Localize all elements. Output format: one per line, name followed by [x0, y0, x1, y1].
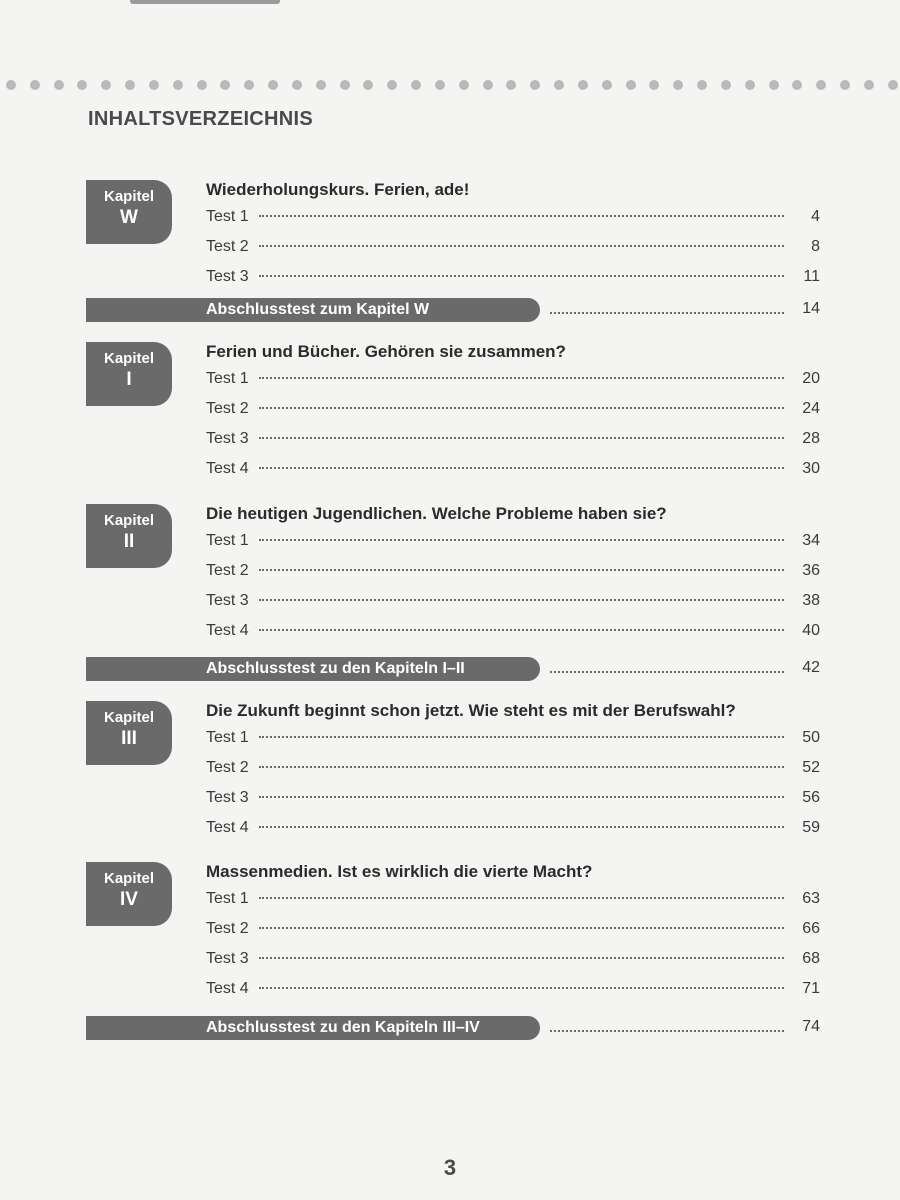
- divider-dot: [244, 80, 254, 90]
- toc-entry[interactable]: [206, 208, 820, 230]
- divider-dot: [602, 80, 612, 90]
- entry-label: Test 2: [206, 400, 249, 417]
- entry-page: 20: [802, 370, 820, 387]
- divider-dot: [292, 80, 302, 90]
- chapter-badge: [86, 701, 172, 765]
- badge-number: IV: [120, 889, 138, 910]
- chapter-title: Die heutigen Jugendlichen. Welche Probleme haben sie?: [206, 504, 667, 523]
- dot-leader: [259, 245, 784, 247]
- divider-dot: [530, 80, 540, 90]
- divider-dot: [435, 80, 445, 90]
- entry-page: 30: [802, 460, 820, 477]
- toc-entry[interactable]: [206, 819, 820, 841]
- toc-entry[interactable]: [206, 759, 820, 781]
- badge-label: Kapitel: [103, 188, 154, 205]
- entry-page: 59: [802, 819, 820, 836]
- chapter-badge: [86, 342, 172, 406]
- entry-label: Test 1: [206, 532, 249, 549]
- entry-label: Test 2: [206, 238, 249, 255]
- page-title: INHALTSVERZEICHNIS: [88, 108, 314, 130]
- final-test-bar: Abschlusstest zu den Kapiteln III–IV: [86, 1016, 540, 1040]
- entry-page: 4: [811, 208, 820, 225]
- dot-leader: [259, 766, 784, 768]
- dotted-divider: [6, 78, 898, 92]
- entry-label: Test 3: [206, 789, 249, 806]
- toc-entry[interactable]: [206, 268, 820, 290]
- dot-leader: [259, 987, 784, 989]
- divider-dot: [101, 80, 111, 90]
- divider-dot: [626, 80, 636, 90]
- entry-page: 63: [802, 890, 820, 907]
- toc-entry[interactable]: [206, 592, 820, 614]
- divider-dot: [149, 80, 159, 90]
- dot-leader: [259, 796, 784, 798]
- divider-dot: [316, 80, 326, 90]
- entry-page: 50: [802, 729, 820, 746]
- entry-page: 71: [802, 980, 820, 997]
- badge-number: I: [126, 369, 132, 390]
- badge-label: Kapitel: [103, 870, 154, 887]
- divider-dot: [506, 80, 516, 90]
- entry-label: Test 2: [206, 759, 249, 776]
- entry-label: Test 4: [206, 460, 249, 477]
- divider-dot: [387, 80, 397, 90]
- divider-dot: [649, 80, 659, 90]
- divider-dot: [220, 80, 230, 90]
- entry-page: 11: [803, 268, 820, 285]
- dot-leader: [259, 826, 784, 828]
- divider-dot: [578, 80, 588, 90]
- divider-dot: [30, 80, 40, 90]
- badge-number: II: [123, 531, 135, 552]
- chapter-badge: [86, 504, 172, 568]
- toc-entry[interactable]: [206, 950, 820, 972]
- toc-entry[interactable]: [206, 562, 820, 584]
- divider-dot: [411, 80, 421, 90]
- top-edge-line: [130, 0, 280, 4]
- divider-dot: [77, 80, 87, 90]
- toc-entry[interactable]: [206, 920, 820, 942]
- entry-page: 68: [802, 950, 820, 967]
- divider-dot: [173, 80, 183, 90]
- dot-leader: [550, 671, 784, 673]
- entry-label: Test 1: [206, 370, 249, 387]
- dot-leader: [550, 1030, 784, 1032]
- toc-entry[interactable]: [206, 430, 820, 452]
- chapter-title: Wiederholungskurs. Ferien, ade!: [206, 180, 470, 199]
- divider-dot: [816, 80, 826, 90]
- toc-entry[interactable]: [206, 238, 820, 260]
- entry-page: 40: [802, 622, 820, 639]
- dot-leader: [259, 275, 784, 277]
- badge-label: Kapitel: [103, 512, 154, 529]
- final-test-bar: Abschlusstest zum Kapitel W: [86, 298, 540, 322]
- dot-leader: [259, 629, 784, 631]
- toc-entry[interactable]: [206, 729, 820, 751]
- dot-leader: [259, 377, 784, 379]
- entry-label: Test 1: [206, 729, 249, 746]
- divider-dot: [769, 80, 779, 90]
- entry-label: Test 1: [206, 890, 249, 907]
- entry-page: 36: [802, 562, 820, 579]
- entry-label: Test 4: [206, 980, 249, 997]
- divider-dot: [54, 80, 64, 90]
- chapter-title: Die Zukunft beginnt schon jetzt. Wie steht es mit der Berufswahl?: [206, 701, 736, 720]
- entry-page: 38: [802, 592, 820, 609]
- badge-number: III: [121, 728, 137, 749]
- divider-dot: [459, 80, 469, 90]
- divider-dot: [268, 80, 278, 90]
- dot-leader: [259, 215, 784, 217]
- toc-entry[interactable]: [206, 980, 820, 1002]
- dot-leader: [259, 407, 784, 409]
- divider-dot: [745, 80, 755, 90]
- dot-leader: [259, 539, 784, 541]
- divider-dot: [340, 80, 350, 90]
- divider-dot: [673, 80, 683, 90]
- dot-leader: [259, 897, 784, 899]
- badge-label: Kapitel: [103, 709, 154, 726]
- toc-entry[interactable]: [206, 622, 820, 644]
- page-number: 3: [443, 1155, 457, 1180]
- entry-label: Test 3: [206, 950, 249, 967]
- chapter-title: Ferien und Bücher. Gehören sie zusammen?: [206, 342, 566, 361]
- entry-label: Test 3: [206, 592, 249, 609]
- entry-label: Test 4: [206, 819, 249, 836]
- dot-leader: [259, 957, 784, 959]
- divider-dot: [864, 80, 874, 90]
- chapter-badge: [86, 862, 172, 926]
- dot-leader: [259, 599, 784, 601]
- entry-page: 8: [811, 238, 820, 255]
- final-test-entry[interactable]: [0, 298, 900, 324]
- divider-dot: [363, 80, 373, 90]
- chapter-badge: [86, 180, 172, 244]
- final-test-entry[interactable]: [0, 657, 900, 683]
- final-test-entry[interactable]: [0, 1016, 900, 1042]
- entry-page: 74: [802, 1018, 820, 1035]
- dot-leader: [259, 437, 784, 439]
- entry-page: 34: [802, 532, 820, 549]
- divider-dot: [888, 80, 898, 90]
- toc-entry[interactable]: [206, 890, 820, 912]
- dot-leader: [259, 927, 784, 929]
- entry-page: 52: [802, 759, 820, 776]
- entry-page: 42: [802, 659, 820, 676]
- dot-leader: [259, 736, 784, 738]
- entry-page: 28: [802, 430, 820, 447]
- divider-dot: [721, 80, 731, 90]
- divider-dot: [197, 80, 207, 90]
- divider-dot: [840, 80, 850, 90]
- toc-entry[interactable]: [206, 400, 820, 422]
- entry-page: 66: [802, 920, 820, 937]
- toc-entry[interactable]: [206, 532, 820, 554]
- divider-dot: [554, 80, 564, 90]
- divider-dot: [792, 80, 802, 90]
- dot-leader: [550, 312, 784, 314]
- toc-entry[interactable]: [206, 789, 820, 811]
- dot-leader: [259, 569, 784, 571]
- chapter-title: Massenmedien. Ist es wirklich die vierte Macht?: [206, 862, 593, 881]
- dot-leader: [259, 467, 784, 469]
- divider-dot: [483, 80, 493, 90]
- entry-page: 24: [802, 400, 820, 417]
- entry-label: Test 3: [206, 268, 249, 285]
- entry-label: Test 2: [206, 562, 249, 579]
- entry-label: Test 3: [206, 430, 249, 447]
- divider-dot: [697, 80, 707, 90]
- entry-label: Test 1: [206, 208, 249, 225]
- divider-dot: [125, 80, 135, 90]
- entry-page: 56: [802, 789, 820, 806]
- toc-entry[interactable]: [206, 370, 820, 392]
- entry-label: Test 4: [206, 622, 249, 639]
- entry-page: 14: [802, 300, 820, 317]
- final-test-bar: Abschlusstest zu den Kapiteln I–II: [86, 657, 540, 681]
- toc-entry[interactable]: [206, 460, 820, 482]
- divider-dot: [6, 80, 16, 90]
- entry-label: Test 2: [206, 920, 249, 937]
- badge-number: W: [120, 207, 138, 228]
- badge-label: Kapitel: [103, 350, 154, 367]
